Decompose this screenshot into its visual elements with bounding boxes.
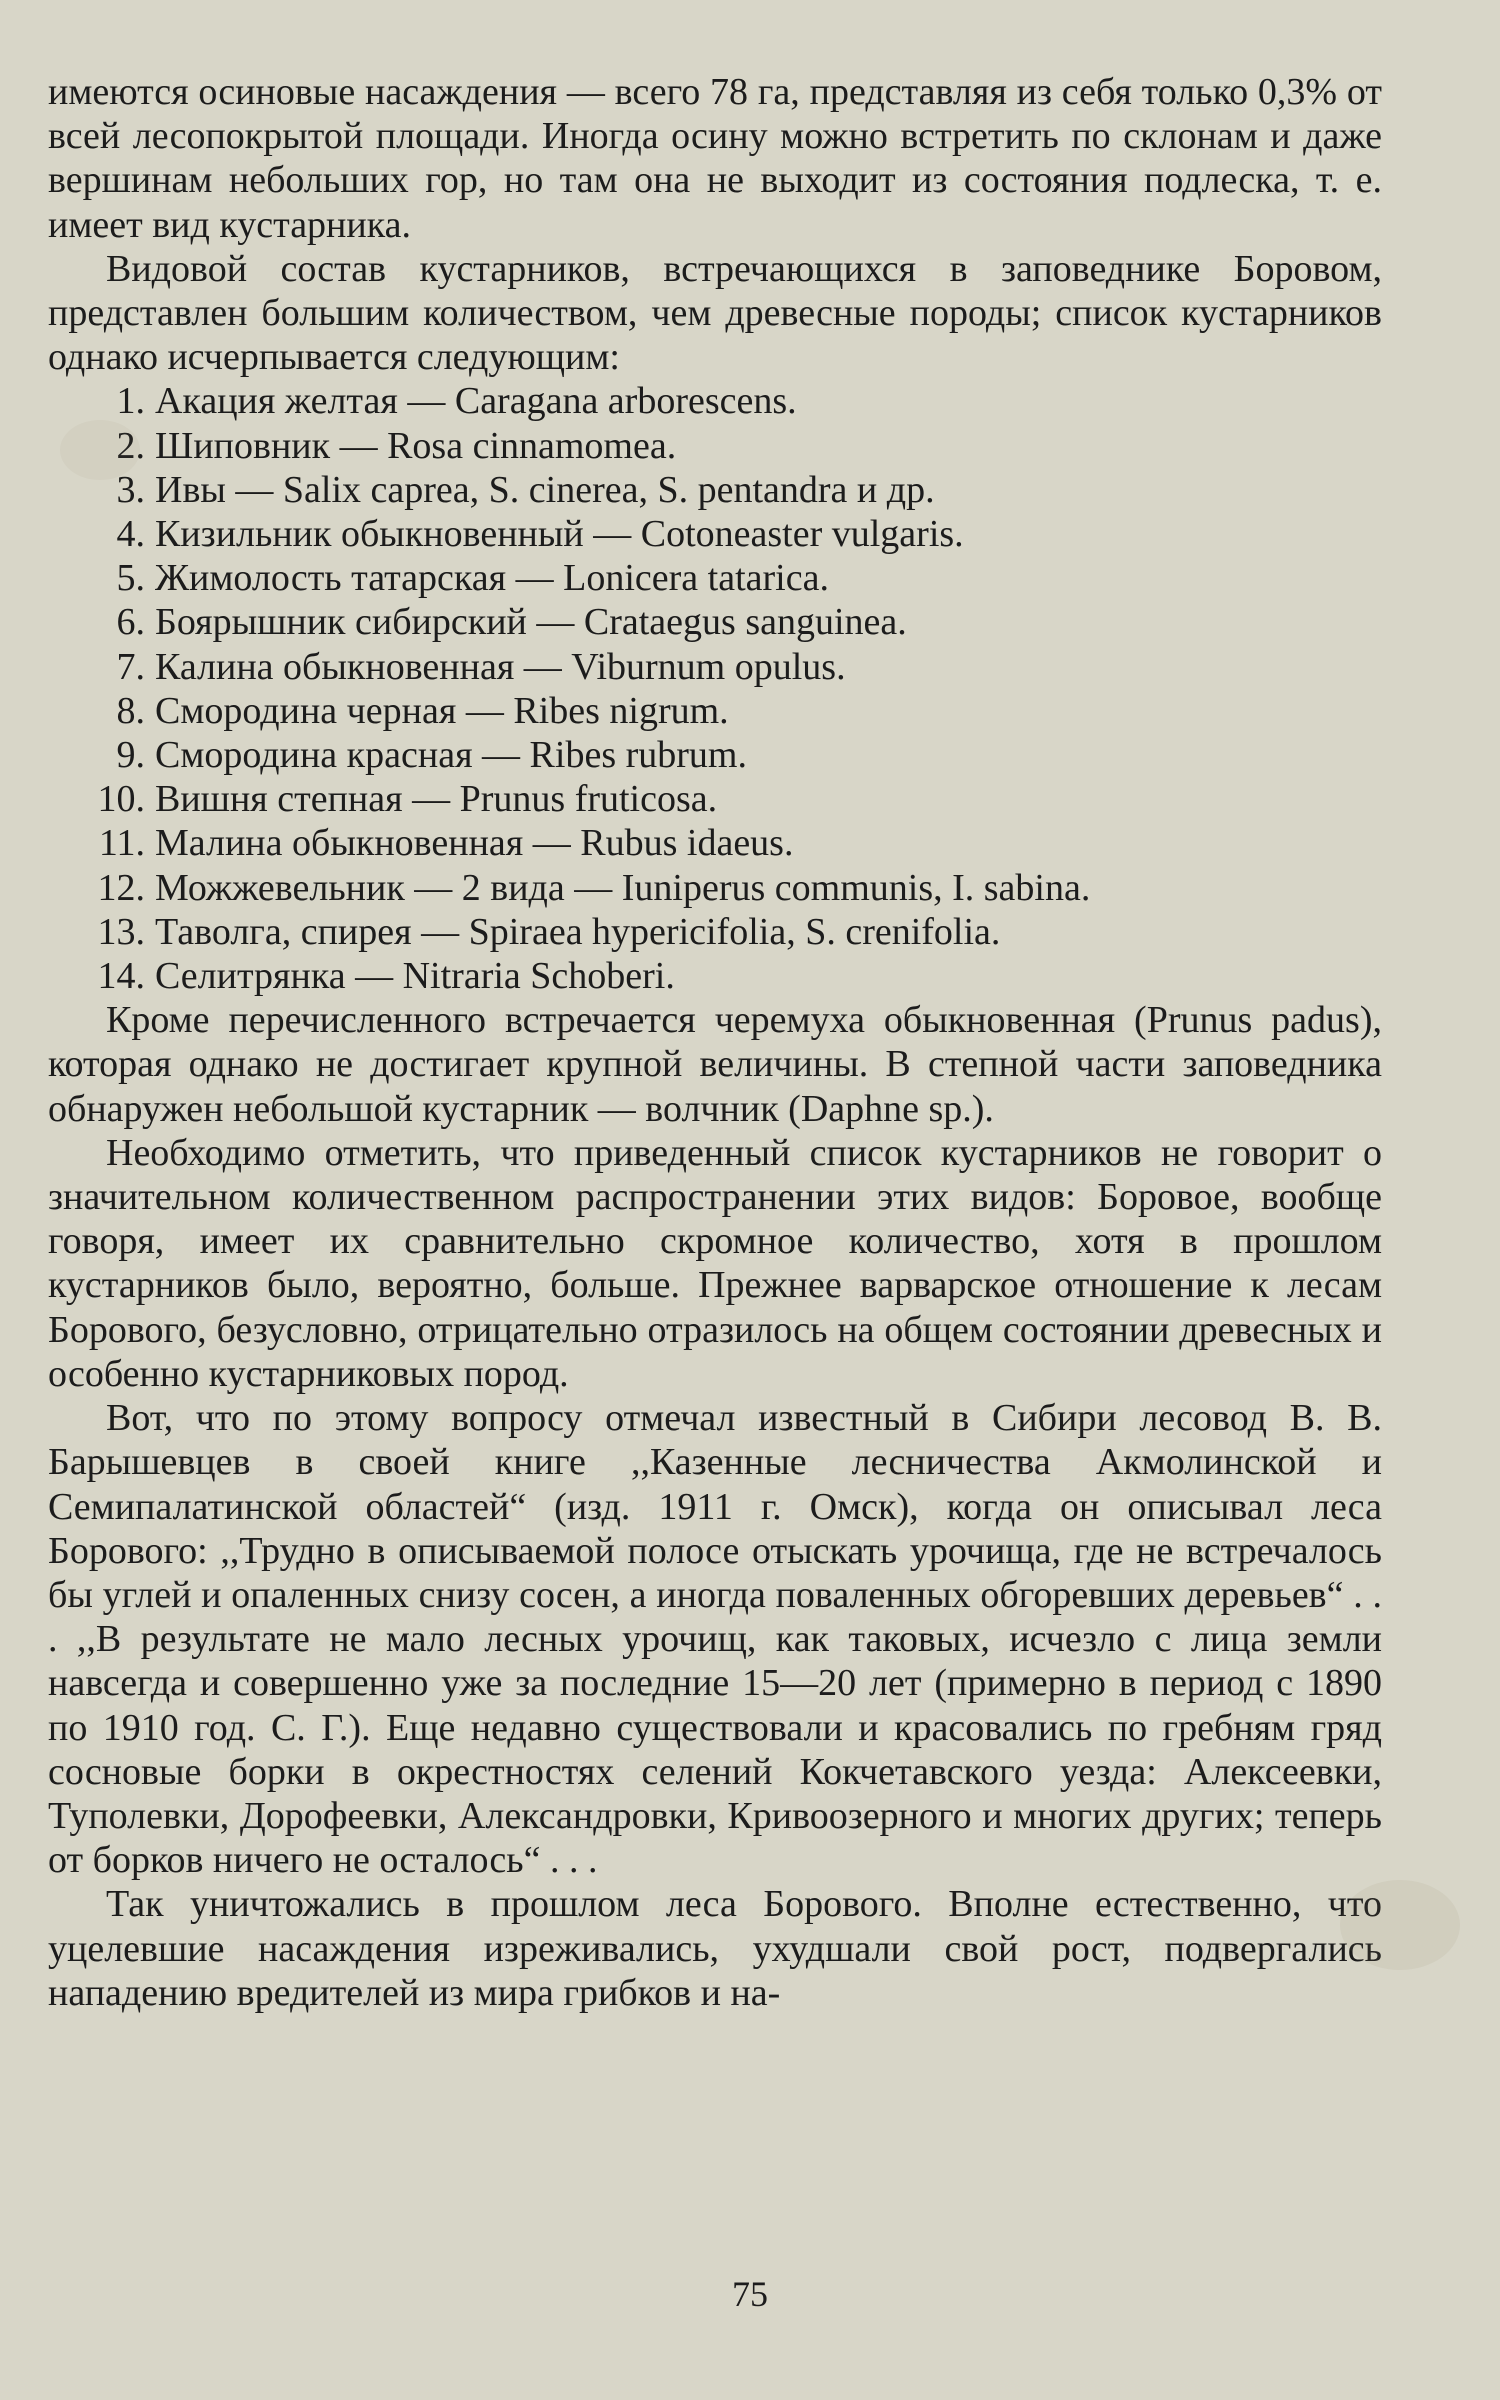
shrub-number: 2. — [116, 424, 145, 467]
shrub-number: 8. — [116, 689, 145, 732]
shrub-number: 11. — [98, 822, 145, 865]
shrub-list-item — [48, 733, 1382, 777]
shrub-name: Можжевельник — 2 вида — Iuniperus communis, I. sabina. — [155, 866, 1091, 909]
note-paragraph: Необходимо отметить, что приведенный список кустарников не говорит о значительном количественном распространении этих видов: Боровое, вообще говоря, имеет их сравнительно скромное количество, хотя в прошлом кустарников было, вероятно, больше. Прежнее варварское отношение к лесам Борового, безусловно, отрицательно отразилось на общем состоянии древесных и особенно кустарниковых пород. — [48, 1131, 1382, 1395]
shrub-name: Ивы — Salix caprea, S. cinerea, S. pentandra и др. — [155, 468, 935, 511]
shrub-name: Вишня степная — Prunus fruticosa. — [155, 778, 718, 821]
shrub-list-item — [48, 821, 1382, 865]
shrub-number: 4. — [116, 513, 145, 556]
shrub-list-item — [48, 645, 1382, 689]
shrub-number: 9. — [116, 734, 145, 777]
shrub-number: 12. — [97, 866, 145, 909]
shrub-number: 6. — [116, 601, 145, 644]
shrub-list-item — [48, 689, 1382, 733]
shrub-list — [48, 379, 1382, 998]
shrub-name: Боярышник сибирский — Crataegus sanguinea. — [155, 601, 907, 644]
shrub-list-item — [48, 954, 1382, 998]
shrub-number: 14. — [97, 955, 145, 998]
shrub-name: Смородина черная — Ribes nigrum. — [155, 689, 729, 732]
species-intro-paragraph: Видовой состав кустарников, встречающихся в заповеднике Боровом, представлен большим количеством, чем древесные породы; список кустарников однако исчерпывается следующим: — [48, 247, 1382, 379]
shrub-list-item — [48, 777, 1382, 821]
shrub-name: Жимолость татарская — Lonicera tatarica. — [155, 557, 829, 600]
shrub-list-item — [48, 512, 1382, 556]
shrub-name: Малина обыкновенная — Rubus idaeus. — [155, 822, 794, 865]
shrub-number: 5. — [116, 557, 145, 600]
shrub-name: Таволга, спирея — Spiraea hypericifolia, S. crenifolia. — [155, 910, 1001, 953]
shrub-list-item — [48, 379, 1382, 423]
shrub-number: 13. — [97, 910, 145, 953]
shrub-list-item — [48, 910, 1382, 954]
quote-paragraph: Вот, что по этому вопросу отмечал известный в Сибири лесовод В. В. Барышевцев в своей книге ,,Казенные лесничества Акмолинской и Семипалатинской областей“ (изд. 1911 г. Омск), когда он описывал леса Борового: ,,Трудно в описываемой полосе отыскать урочища, где не встречалось бы углей и опаленных снизу сосен, а иногда поваленных обгоревших деревьев“ . . . ,,В результате не мало лесных урочищ, как таковых, исчезло с лица земли навсегда и совершенно уже за последние 15—20 лет (примерно в период с 1890 по 1910 год. С. Г.). Еще недавно существовали и красовались по гребням гряд сосновые борки в окрестностях селений Кокчетавского уезда: Алексеевки, Туполевки, Дорофеевки, Александровки, Кривоозерного и многих других; теперь от борков ничего не осталось“ . . . — [48, 1397, 1382, 1882]
shrub-list-item — [48, 424, 1382, 468]
final-paragraph: Так уничтожались в прошлом леса Борового. Вполне естественно, что уцелевшие насаждения изреживались, ухудшали свой рост, подвергались нападению вредителей из мира грибков и на- — [48, 1883, 1382, 2014]
cherry-paragraph: Кроме перечисленного встречается черемуха обыкновенная (Prunus padus), которая однако не достигает крупной величины. В степной части заповедника обнаружен небольшой кустарник — волчник (Daphne sp.). — [48, 999, 1382, 1130]
shrub-list-item — [48, 600, 1382, 644]
shrub-name: Шиповник — Rosa cinnamomea. — [155, 424, 677, 467]
shrub-name: Селитрянка — Nitraria Schoberi. — [155, 955, 675, 998]
shrub-number: 1. — [116, 380, 145, 423]
shrub-list-item — [48, 866, 1382, 910]
shrub-name: Кизильник обыкновенный — Cotoneaster vulgaris. — [155, 513, 964, 556]
shrub-name: Калина обыкновенная — Viburnum opulus. — [155, 645, 846, 688]
shrub-name: Смородина красная — Ribes rubrum. — [155, 734, 747, 777]
shrub-number: 10. — [97, 778, 145, 821]
shrub-list-item — [48, 556, 1382, 600]
shrub-number: 7. — [116, 645, 145, 688]
page-number: 75 — [732, 2274, 768, 2314]
intro-paragraph: имеются осиновые насаждения — всего 78 га, представляя из себя только 0,3% от всей лесопокрытой площади. Иногда осину можно встретить по склонам и даже вершинам небольших гор, но там она не выходит из состояния подлеска, т. е. имеет вид кустарника. — [48, 71, 1382, 246]
shrub-list-item — [48, 468, 1382, 512]
shrub-name: Акация желтая — Caragana arborescens. — [155, 380, 797, 423]
shrub-number: 3. — [116, 468, 145, 511]
